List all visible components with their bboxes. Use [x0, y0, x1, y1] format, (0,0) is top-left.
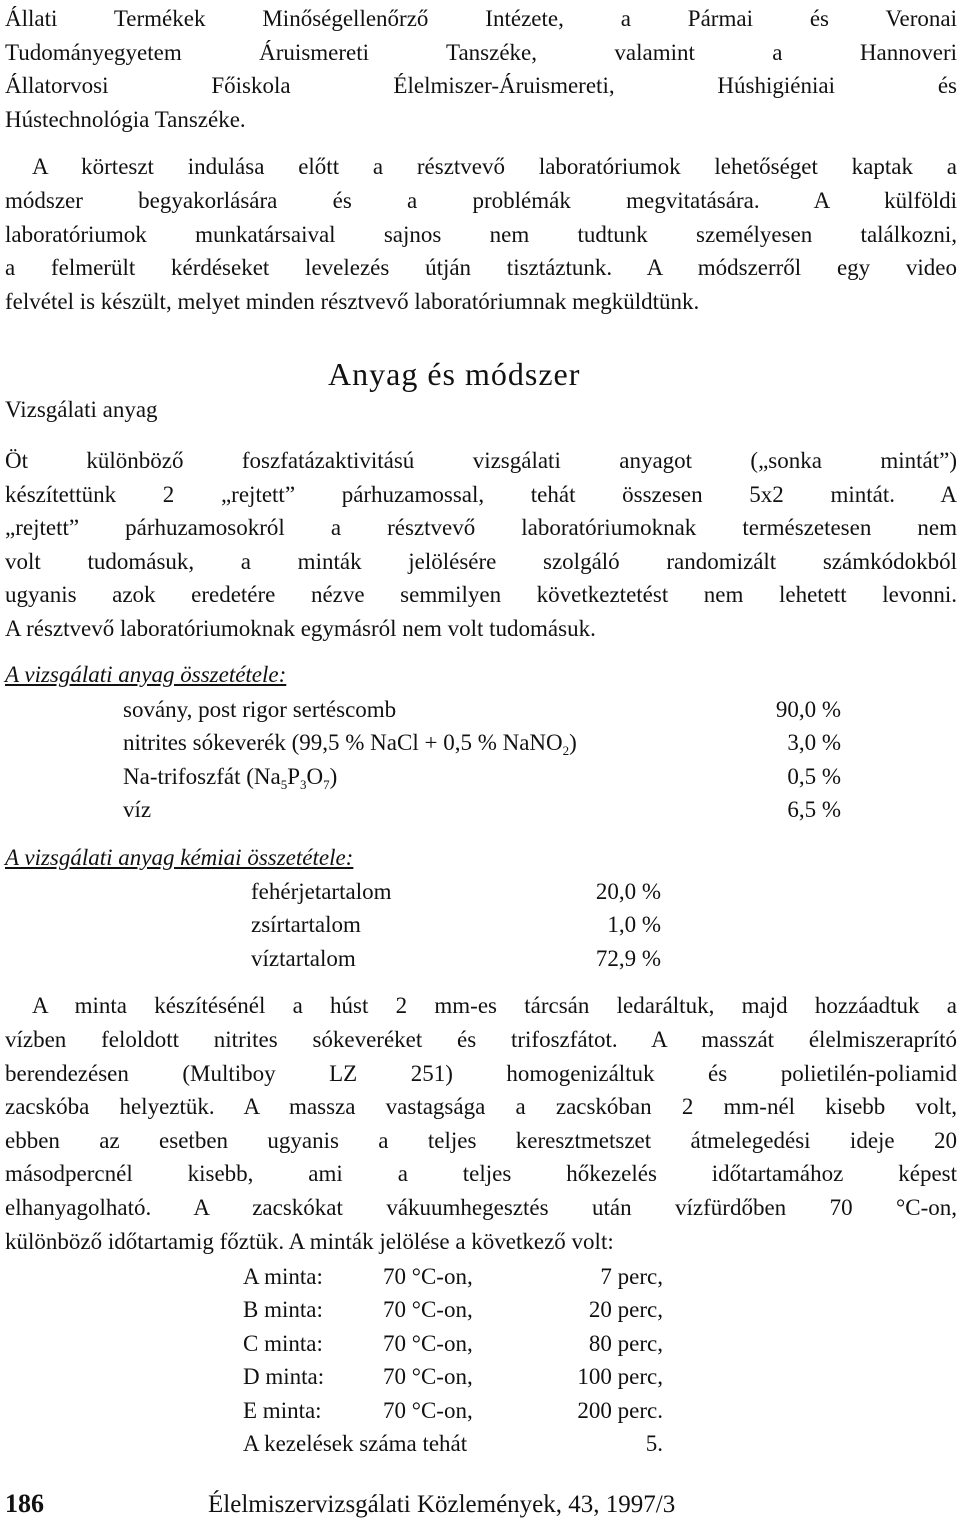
- text-line: Tudományegyetem Áruismereti Tanszéke, valamint a Hannoveri: [5, 39, 957, 65]
- table-row: [123, 794, 841, 828]
- subscript: 7: [323, 776, 330, 792]
- text-line: másodpercnél kisebb, ami a teljes hőkezelés időtartamához képest: [5, 1161, 957, 1187]
- component-value: 72,9 %: [595, 945, 661, 971]
- sample-name: B minta:: [243, 1297, 323, 1323]
- sample-temp: 70 °C-on,: [383, 1330, 473, 1356]
- component-label: fehérjetartalom: [251, 878, 392, 904]
- component-label: víztartalom: [251, 945, 356, 971]
- sample-name: A minta:: [243, 1263, 323, 1289]
- sample-time: 200 perc.: [577, 1397, 663, 1423]
- sample-name: E minta:: [243, 1397, 322, 1423]
- component-value: 20,0 %: [595, 878, 661, 904]
- label-text: ): [569, 730, 577, 756]
- table-row: [251, 942, 661, 976]
- preparation-paragraph-first: [32, 989, 957, 1023]
- text-line: módszer begyakorlására és a problémák megvitatására. A külföldi: [5, 188, 957, 213]
- text-line: különböző időtartamig főztük. A minták jelölése a következő volt:: [5, 1228, 614, 1254]
- journal-citation: Élelmiszervizsgálati Közlemények, 43, 1997/3: [208, 1491, 676, 1518]
- text-line: A minta készítésénél a húst 2 mm-es tárcsán ledaráltuk, majd hozzáadtuk a: [32, 993, 957, 1018]
- table-row: [123, 693, 841, 727]
- component-label: zsírtartalom: [251, 912, 361, 938]
- text-line: volt tudomásuk, a minták jelölésére szolgáló randomizált számkódokból: [5, 548, 957, 574]
- text-line: ugyanis azok eredetére nézve semmilyen következtetést nem lehetett levonni.: [5, 582, 957, 608]
- sample-time: 20 perc,: [588, 1297, 663, 1323]
- ingredient-value: 0,5 %: [787, 763, 841, 789]
- composition-table: [123, 693, 841, 827]
- table-row: [251, 875, 661, 909]
- sample-time: 100 perc,: [577, 1364, 663, 1390]
- summary-label: A kezelések száma tehát: [243, 1431, 468, 1457]
- sample-temp: 70 °C-on,: [383, 1297, 473, 1323]
- table-row: [243, 1327, 663, 1361]
- subscript: 2: [562, 743, 570, 759]
- text-line: Öt különböző foszfatázaktivitású vizsgálati anyagot („sonka mintát”): [5, 448, 957, 473]
- intro-paragraph-1: [5, 2, 957, 136]
- table-row: [123, 760, 841, 794]
- chemical-heading: A vizsgálati anyag kémiai összetétele:: [5, 845, 354, 870]
- sample-name: D minta:: [243, 1364, 325, 1390]
- table-row: [123, 727, 841, 761]
- text-line: laboratóriumok munkatársaival sajnos nem tudtunk személyesen találkozni,: [5, 221, 957, 247]
- text-line: A körteszt indulása előtt a résztvevő laboratóriumok lehetőséget kaptak a: [32, 154, 957, 179]
- sample-temp: 70 °C-on,: [383, 1397, 473, 1423]
- ingredient-value: 90,0 %: [775, 696, 841, 722]
- label-text: ): [329, 763, 338, 789]
- text-line: ebben az esetben ugyanis a teljes keresztmetszet átmelegedési ideje 20: [5, 1127, 957, 1153]
- page-number: 186: [5, 1489, 44, 1518]
- text-line: Hústechnológia Tanszéke.: [5, 106, 246, 132]
- ingredient-label: [123, 760, 751, 794]
- sample-temp: 70 °C-on,: [383, 1364, 473, 1390]
- composition-heading: A vizsgálati anyag összetétele:: [5, 662, 287, 687]
- text-line: zacskóba helyeztük. A massza vastagsága a zacskóban 2 mm-nél kisebb volt,: [5, 1094, 957, 1120]
- table-row: [243, 1428, 663, 1462]
- sample-temp: 70 °C-on,: [383, 1263, 473, 1289]
- label-text: O: [306, 763, 324, 789]
- ingredient-value: 6,5 %: [787, 797, 841, 823]
- sample-time: 7 perc,: [600, 1263, 663, 1289]
- text-line: készítettünk 2 „rejtett” párhuzamossal, tehát összesen 5x2 mintát. A: [5, 481, 957, 507]
- table-row: [251, 909, 661, 943]
- ingredient-value: 3,0 %: [787, 730, 841, 756]
- subscript: 3: [300, 776, 307, 792]
- intro-paragraph-2-cont: [5, 184, 957, 318]
- text-line: felvétel is készült, melyet minden résztvevő laboratóriumnak megküldtünk.: [5, 288, 700, 314]
- section-title: Anyag és módszer: [328, 356, 581, 392]
- subscript: 5: [280, 776, 288, 792]
- text-line: vízben feloldott nitrites sókeveréket és trifoszfátot. A masszát élelmiszeraprító: [5, 1027, 957, 1052]
- label-text: P: [287, 763, 301, 789]
- table-row: [243, 1260, 663, 1294]
- subsection-heading: Vizsgálati anyag: [5, 397, 158, 422]
- text-line: a felmerült kérdéseket levelezés útján tisztáztunk. A módszerről egy video: [5, 255, 957, 281]
- table-row: [243, 1361, 663, 1395]
- preparation-paragraph: [5, 1023, 957, 1258]
- text-line: elhanyagolható. A zacskókat vákuumhegesztés után vízfürdőben 70 °C-on,: [5, 1194, 957, 1220]
- text-line: „rejtett” párhuzamosokról a résztvevő laboratóriumoknak természetesen nem: [5, 515, 957, 541]
- text-line: berendezésen (Multiboy LZ 251) homogenizáltuk és polietilén-poliamid: [5, 1060, 957, 1086]
- sample-time: 80 perc,: [588, 1330, 663, 1356]
- component-value: 1,0 %: [607, 912, 661, 938]
- ingredient-label: víz: [123, 797, 152, 823]
- chemical-table: [251, 875, 661, 976]
- ingredient-label: sovány, post rigor sertéscomb: [123, 696, 397, 722]
- text-line: Állati Termékek Minőségellenőrző Intézete, a Pármai és Veronai: [5, 6, 957, 31]
- label-text: Na-trifoszfát (Na: [123, 763, 281, 789]
- intro-paragraph-2: [32, 150, 957, 184]
- sample-name: C minta:: [243, 1330, 323, 1356]
- samples-table: [243, 1260, 663, 1461]
- text-line: Állatorvosi Főiskola Élelmiszer-Áruismereti, Húshigiéniai és: [5, 73, 957, 99]
- table-row: [243, 1294, 663, 1328]
- material-paragraph: [5, 444, 957, 646]
- table-row: [243, 1394, 663, 1428]
- summary-value: 5.: [645, 1431, 663, 1457]
- ingredient-label: [123, 727, 751, 761]
- label-text: nitrites sókeverék (99,5 % NaCl + 0,5 % NaNO: [123, 730, 563, 756]
- text-line: A résztvevő laboratóriumoknak egymásról nem volt tudomásuk.: [5, 615, 596, 641]
